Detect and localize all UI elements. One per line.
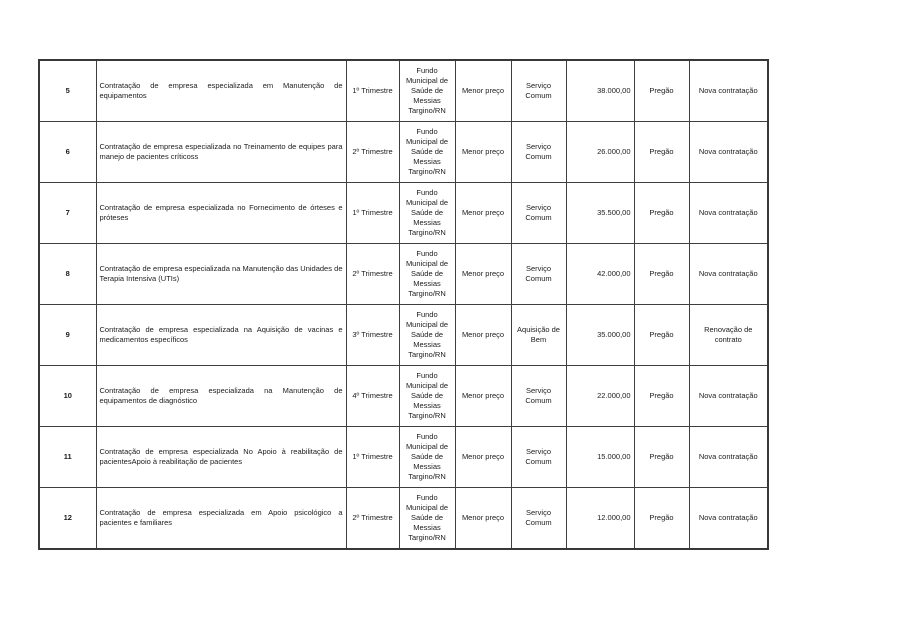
contract-nature-cell: Nova contratação xyxy=(689,183,768,244)
estimated-value-cell: 42.000,00 xyxy=(566,244,634,305)
trimester-cell: 1º Trimestre xyxy=(346,183,399,244)
table-row xyxy=(39,183,768,244)
item-number-cell: 6 xyxy=(39,122,96,183)
estimated-value-cell: 15.000,00 xyxy=(566,427,634,488)
managing-unit-cell: Fundo Municipal de Saúde de Messias Targino/RN xyxy=(399,305,455,366)
description-cell: Contratação de empresa especializada na Aquisição de vacinas e medicamentos específicos xyxy=(96,305,346,366)
object-type-cell: Serviço Comum xyxy=(511,427,566,488)
managing-unit-cell: Fundo Municipal de Saúde de Messias Targino/RN xyxy=(399,183,455,244)
modality-cell: Pregão xyxy=(634,427,689,488)
table-row xyxy=(39,244,768,305)
description-cell: Contratação de empresa especializada no Treinamento de equipes para manejo de pacientes críticoss xyxy=(96,122,346,183)
table-row xyxy=(39,122,768,183)
estimated-value-cell: 38.000,00 xyxy=(566,60,634,122)
item-number-cell: 10 xyxy=(39,366,96,427)
managing-unit-cell: Fundo Municipal de Saúde de Messias Targino/RN xyxy=(399,488,455,550)
trimester-cell: 2º Trimestre xyxy=(346,488,399,550)
description-cell: Contratação de empresa especializada em Apoio psicológico a pacientes e familiares xyxy=(96,488,346,550)
judging-criteria-cell: Menor preço xyxy=(455,244,511,305)
judging-criteria-cell: Menor preço xyxy=(455,366,511,427)
estimated-value-cell: 12.000,00 xyxy=(566,488,634,550)
managing-unit-cell: Fundo Municipal de Saúde de Messias Targino/RN xyxy=(399,244,455,305)
object-type-cell: Serviço Comum xyxy=(511,183,566,244)
estimated-value-cell: 26.000,00 xyxy=(566,122,634,183)
object-type-cell: Aquisição de Bem xyxy=(511,305,566,366)
contract-nature-cell: Nova contratação xyxy=(689,244,768,305)
object-type-cell: Serviço Comum xyxy=(511,366,566,427)
modality-cell: Pregão xyxy=(634,244,689,305)
trimester-cell: 2º Trimestre xyxy=(346,244,399,305)
item-number-cell: 8 xyxy=(39,244,96,305)
judging-criteria-cell: Menor preço xyxy=(455,183,511,244)
judging-criteria-cell: Menor preço xyxy=(455,427,511,488)
description-cell: Contratação de empresa especializada na Manutenção de equipamentos de diagnóstico xyxy=(96,366,346,427)
managing-unit-cell: Fundo Municipal de Saúde de Messias Targino/RN xyxy=(399,60,455,122)
contract-nature-cell: Nova contratação xyxy=(689,60,768,122)
estimated-value-cell: 22.000,00 xyxy=(566,366,634,427)
trimester-cell: 1º Trimestre xyxy=(346,427,399,488)
table-row xyxy=(39,366,768,427)
modality-cell: Pregão xyxy=(634,305,689,366)
managing-unit-cell: Fundo Municipal de Saúde de Messias Targino/RN xyxy=(399,122,455,183)
judging-criteria-cell: Menor preço xyxy=(455,488,511,550)
trimester-cell: 3º Trimestre xyxy=(346,305,399,366)
trimester-cell: 1º Trimestre xyxy=(346,60,399,122)
modality-cell: Pregão xyxy=(634,488,689,550)
modality-cell: Pregão xyxy=(634,366,689,427)
item-number-cell: 5 xyxy=(39,60,96,122)
judging-criteria-cell: Menor preço xyxy=(455,122,511,183)
table-row xyxy=(39,60,768,122)
table-row xyxy=(39,427,768,488)
modality-cell: Pregão xyxy=(634,183,689,244)
contract-nature-cell: Renovação de contrato xyxy=(689,305,768,366)
contract-nature-cell: Nova contratação xyxy=(689,427,768,488)
contract-nature-cell: Nova contratação xyxy=(689,366,768,427)
description-cell: Contratação de empresa especializada no Fornecimento de órteses e próteses xyxy=(96,183,346,244)
trimester-cell: 2º Trimestre xyxy=(346,122,399,183)
description-cell: Contratação de empresa especializada em Manutenção de equipamentos xyxy=(96,60,346,122)
object-type-cell: Serviço Comum xyxy=(511,244,566,305)
modality-cell: Pregão xyxy=(634,122,689,183)
object-type-cell: Serviço Comum xyxy=(511,488,566,550)
table-row xyxy=(39,305,768,366)
description-cell: Contratação de empresa especializada na Manutenção das Unidades de Terapia Intensiva (UTIs) xyxy=(96,244,346,305)
managing-unit-cell: Fundo Municipal de Saúde de Messias Targino/RN xyxy=(399,366,455,427)
estimated-value-cell: 35.500,00 xyxy=(566,183,634,244)
modality-cell: Pregão xyxy=(634,60,689,122)
estimated-value-cell: 35.000,00 xyxy=(566,305,634,366)
procurement-table xyxy=(38,59,769,550)
item-number-cell: 9 xyxy=(39,305,96,366)
judging-criteria-cell: Menor preço xyxy=(455,305,511,366)
table-body xyxy=(39,60,768,549)
trimester-cell: 4º Trimestre xyxy=(346,366,399,427)
contract-nature-cell: Nova contratação xyxy=(689,122,768,183)
contract-nature-cell: Nova contratação xyxy=(689,488,768,550)
table-row xyxy=(39,488,768,550)
object-type-cell: Serviço Comum xyxy=(511,60,566,122)
object-type-cell: Serviço Comum xyxy=(511,122,566,183)
description-cell: Contratação de empresa especializada No Apoio à reabilitação de pacientesApoio à reabilitação de pacientes xyxy=(96,427,346,488)
item-number-cell: 7 xyxy=(39,183,96,244)
item-number-cell: 12 xyxy=(39,488,96,550)
judging-criteria-cell: Menor preço xyxy=(455,60,511,122)
item-number-cell: 11 xyxy=(39,427,96,488)
managing-unit-cell: Fundo Municipal de Saúde de Messias Targino/RN xyxy=(399,427,455,488)
